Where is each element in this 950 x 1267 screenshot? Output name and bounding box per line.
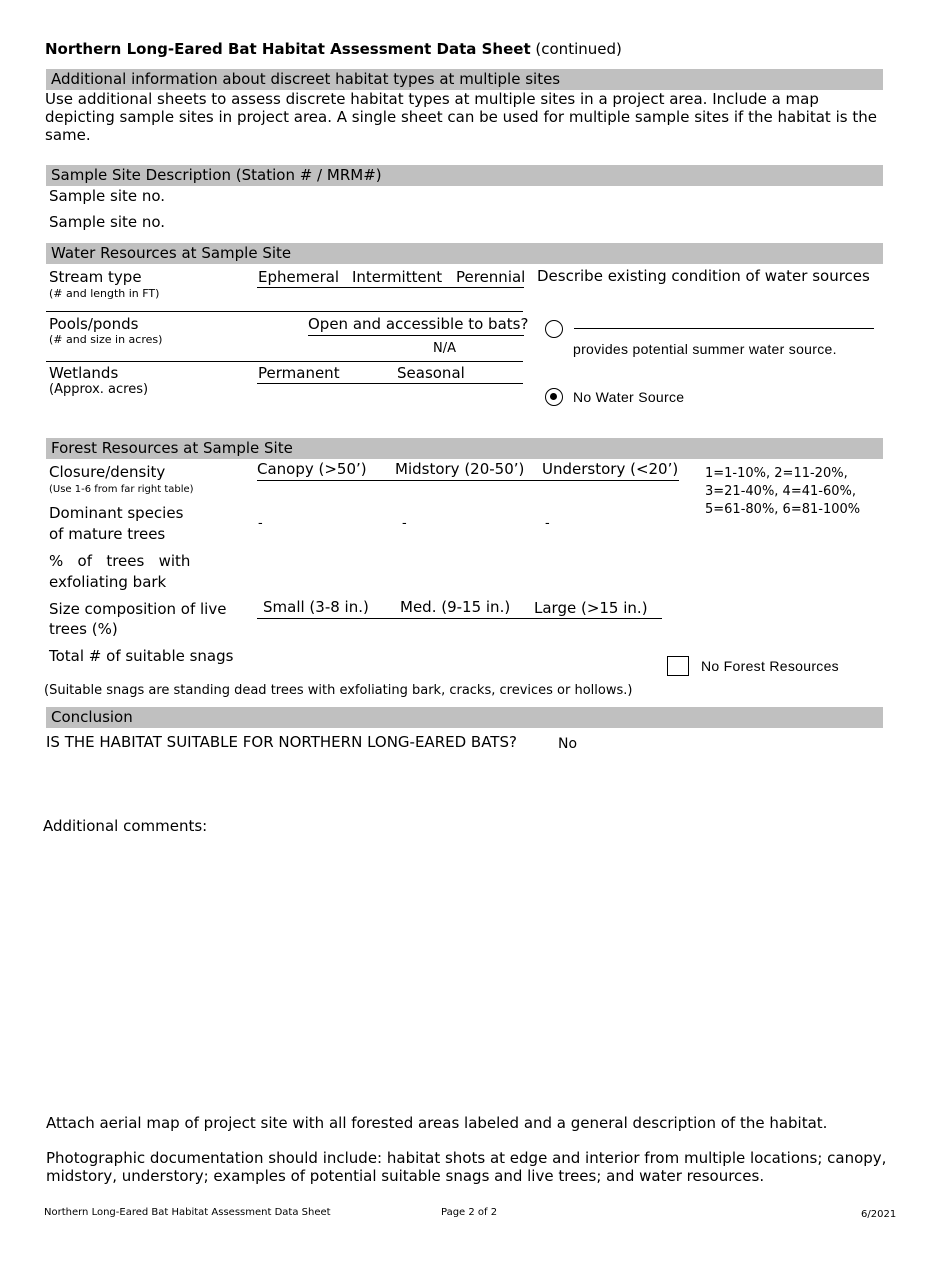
aerial-map-instruction: Attach aerial map of project site with all forested areas labeled and a general description of the habitat. (46, 1114, 828, 1132)
dominant-midstory-value[interactable]: - (402, 516, 407, 531)
stream-type-sublabel: (# and length in FT) (49, 287, 160, 300)
wetlands-option-permanent: Permanent (258, 364, 340, 382)
wetlands-underline (257, 383, 523, 384)
scale-line-1: 1=1-10%, 2=11-20%, (705, 466, 848, 481)
additional-comments-label: Additional comments: (43, 817, 208, 835)
instructions-paragraph: Use additional sheets to assess discrete habitat types at multiple sites in a project area. Include a map depicting sample sites in project area. A single sheet can be used for multiple sample sites if the habitat is the same. (45, 90, 877, 144)
size-small: Small (3-8 in.) (263, 598, 369, 616)
describe-water-label: Describe existing condition of water sources (537, 267, 870, 285)
snags-label: Total # of suitable snags (49, 647, 234, 665)
section-header-forest (46, 438, 883, 459)
suitability-answer[interactable]: No (558, 736, 578, 752)
accessible-label: Open and accessible to bats? (308, 315, 529, 333)
no-forest-label: No Forest Resources (701, 658, 839, 674)
dominant-label-2: of mature trees (49, 525, 166, 543)
radio-selected-dot (550, 393, 557, 400)
section-heading: Additional information about discreet habitat types at multiple sites (51, 70, 561, 88)
footer-doc-name: Northern Long-Eared Bat Habitat Assessment Data Sheet (44, 1207, 331, 1218)
closure-label: Closure/density (49, 463, 166, 481)
size-large: Large (>15 in.) (534, 599, 648, 617)
water-condition-line (574, 328, 874, 329)
snag-note: (Suitable snags are standing dead trees with exfoliating bark, cracks, crevices or hollows.) (44, 683, 633, 698)
accessible-underline (308, 335, 524, 336)
radio-summer-water[interactable] (545, 320, 563, 338)
stream-options-underline (257, 287, 524, 288)
title-text: Northern Long-Eared Bat Habitat Assessment Data Sheet (45, 40, 531, 58)
scale-line-3: 5=61-80%, 6=81-100% (705, 502, 861, 517)
bark-label-1: % of trees with (49, 552, 191, 570)
no-forest-checkbox[interactable] (667, 656, 689, 676)
section-heading: Conclusion (51, 708, 133, 726)
sample-site-label-2: Sample site no. (49, 213, 166, 231)
title-suffix: (continued) (535, 40, 622, 58)
wetlands-sublabel: (Approx. acres) (49, 382, 149, 397)
dominant-understory-value[interactable]: - (545, 516, 550, 531)
stream-option-perennial: Perennial (456, 268, 526, 286)
column-understory: Understory (<20’) (542, 460, 679, 478)
radio-no-water-source[interactable] (545, 388, 563, 406)
sample-site-label-1: Sample site no. (49, 187, 166, 205)
wetlands-option-seasonal: Seasonal (397, 364, 465, 382)
photo-instruction-2: midstory, understory; examples of potential suitable snags and live trees; and water resources. (46, 1167, 765, 1185)
dominant-canopy-value[interactable]: - (258, 516, 263, 531)
section-heading: Water Resources at Sample Site (51, 244, 292, 262)
stream-option-ephemeral: Ephemeral (258, 268, 340, 286)
stream-option-intermittent: Intermittent (352, 268, 443, 286)
page-title (45, 40, 622, 58)
pools-sublabel: (# and size in acres) (49, 333, 163, 346)
size-underline (257, 618, 662, 619)
size-medium: Med. (9-15 in.) (400, 598, 511, 616)
row-divider (46, 311, 523, 312)
footer-page: Page 2 of 2 (441, 1207, 498, 1218)
footer-date: 6/2021 (861, 1209, 897, 1220)
dominant-label-1: Dominant species (49, 504, 184, 522)
size-label-2: trees (%) (49, 620, 118, 638)
suitability-question: IS THE HABITAT SUITABLE FOR NORTHERN LONG-EARED BATS? (46, 733, 517, 751)
section-header-conclusion (46, 707, 883, 728)
closure-underline (257, 480, 679, 481)
section-header-site (46, 165, 883, 186)
section-header-water (46, 243, 883, 264)
summer-water-label: provides potential summer water source. (573, 341, 837, 357)
section-heading: Forest Resources at Sample Site (51, 439, 293, 457)
scale-line-2: 3=21-40%, 4=41-60%, (705, 484, 856, 499)
row-divider (46, 361, 523, 362)
bark-label-2: exfoliating bark (49, 573, 167, 591)
size-label-1: Size composition of live (49, 600, 227, 618)
pools-label: Pools/ponds (49, 315, 139, 333)
column-midstory: Midstory (20-50’) (395, 460, 525, 478)
stream-type-label: Stream type (49, 268, 142, 286)
photo-instruction-1: Photographic documentation should include: habitat shots at edge and interior from multiple locations; canopy, (46, 1149, 887, 1167)
accessible-value[interactable]: N/A (433, 341, 456, 356)
no-water-source-label: No Water Source (573, 389, 685, 405)
section-header-additional (46, 69, 883, 90)
section-heading: Sample Site Description (Station # / MRM#) (51, 166, 382, 184)
column-canopy: Canopy (>50’) (257, 460, 367, 478)
wetlands-label: Wetlands (49, 364, 119, 382)
closure-sublabel: (Use 1-6 from far right table) (49, 484, 194, 495)
